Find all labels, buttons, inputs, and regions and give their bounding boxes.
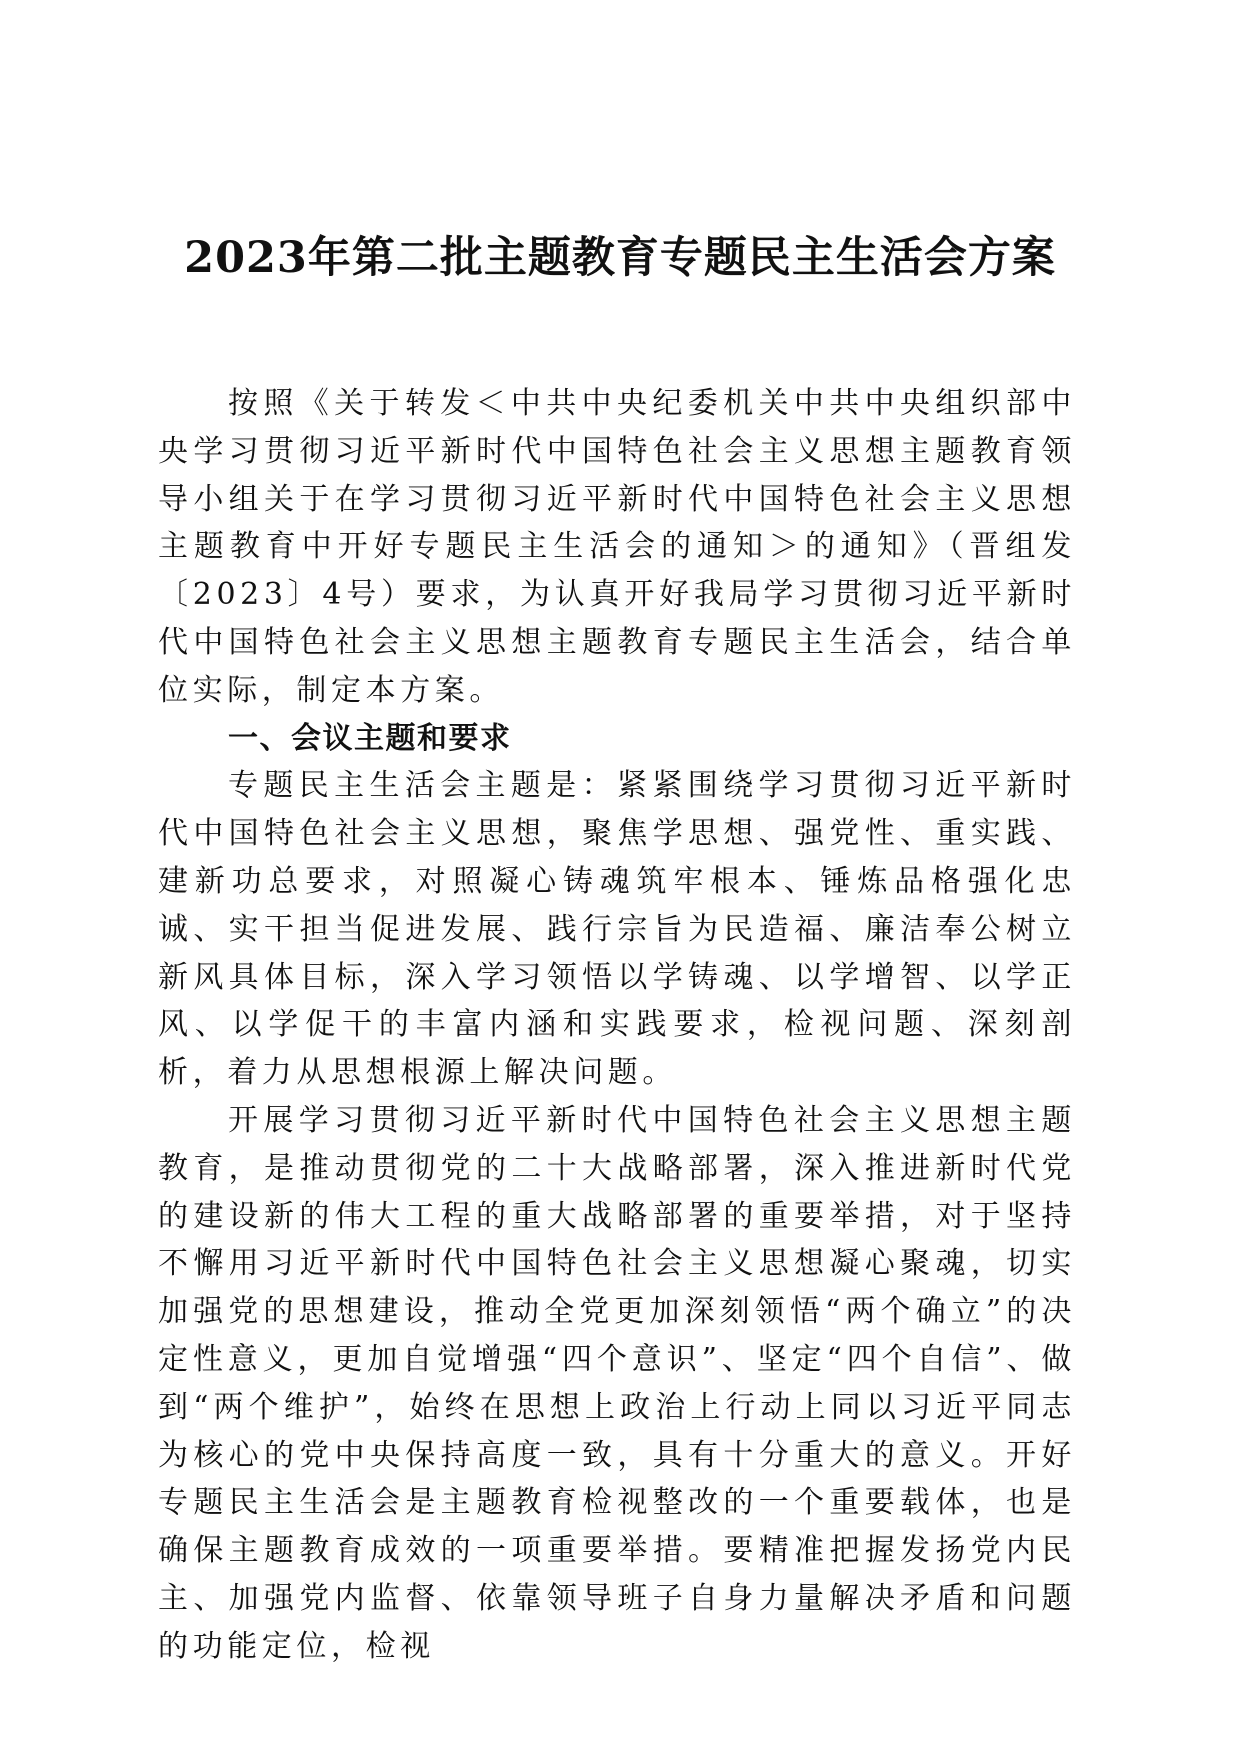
section-1-paragraph-1: 专题民主生活会主题是：紧紧围绕学习贯彻习近平新时代中国特色社会主义思想，聚焦学思想、强党性、重实践、建新功总要求，对照凝心铸魂筑牢根本、锤炼品格强化忠诚、实干担当促进发展、践行宗旨为民造福、廉洁奉公树立新风具体目标，深入学习领悟以学铸魂、以学增智、以学正风、以学促干的丰富内涵和实践要求，检视问题、深刻剖析，着力从思想根源上解决问题。 <box>158 768 1076 1091</box>
intro-paragraph: 按照《关于转发＜中共中央纪委机关中共中央组织部中央学习贯彻习近平新时代中国特色社会主义思想主题教育领导小组关于在学习贯彻习近平新时代中国特色社会主义思想主题教育中开好专题民主生活会的通知＞的通知》（晋组发〔2023〕4号）要求，为认真开好我局学习贯彻习近平新时代中国特色社会主义思想主题教育专题民主生活会，结合单位实际，制定本方案。 <box>158 386 1076 708</box>
document-body <box>158 380 1076 1671</box>
section-1-paragraph-2: 开展学习贯彻习近平新时代中国特色社会主义思想主题教育，是推动贯彻党的二十大战略部署，深入推进新时代党的建设新的伟大工程的重大战略部署的重要举措，对于坚持不懈用习近平新时代中国特色社会主义思想凝心聚魂，切实加强党的思想建设，推动全党更加深刻领悟“两个确立”的决定性意义，更加自觉增强“四个意识”、坚定“四个自信”、做到“两个维护”，始终在思想上政治上行动上同以习近平同志为核心的党中央保持高度一致，具有十分重大的意义。开好专题民主生活会是主题教育检视整改的一个重要载体，也是确保主题教育成效的一项重要举措。要精准把握发扬党内民主、加强党内监督、依靠领导班子自身力量解决矛盾和问题的功能定位，检视 <box>158 1102 1076 1664</box>
section-heading-1: 一、会议主题和要求 <box>228 720 512 756</box>
document-title: 2023年第二批主题教育专题民主生活会方案 <box>184 233 1056 283</box>
